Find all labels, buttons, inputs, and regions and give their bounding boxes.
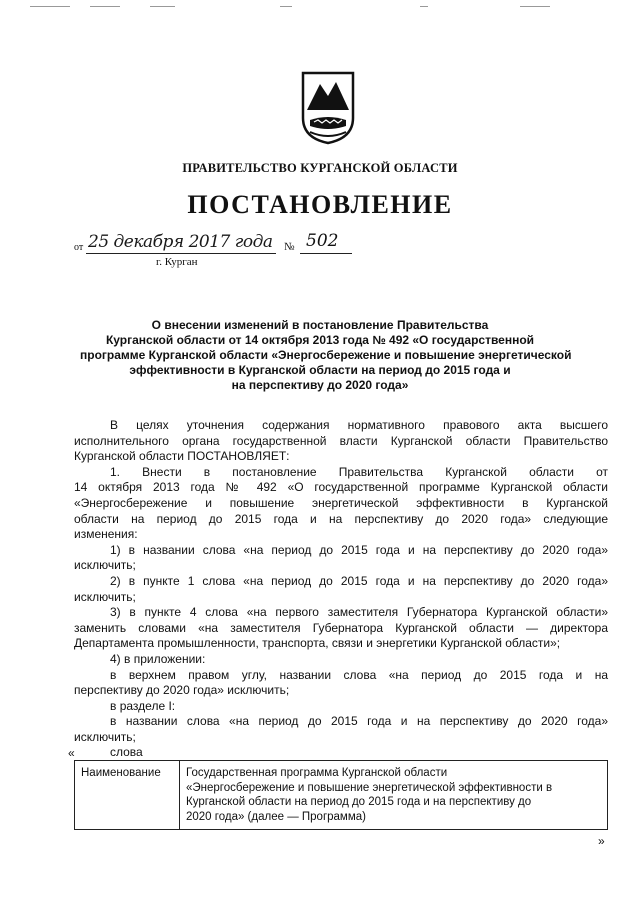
body-line: исключить; xyxy=(74,558,136,573)
body-line: 1. Внести в постановление Правительства Курганской области от xyxy=(110,464,608,479)
dateline xyxy=(74,231,374,274)
body-line: исключить; xyxy=(74,729,136,744)
subject-line: Курганской области от 14 октября 2013 года № 492 «О государственной xyxy=(105,333,535,347)
document-title: ПОСТАНОВЛЕНИЕ xyxy=(187,190,453,219)
table-value-line: Курганской области на период до 2015 года и на перспективу до xyxy=(186,796,532,808)
subject-line: на перспективу до 2020 года» xyxy=(231,378,409,392)
body-line: 4) в приложении: xyxy=(110,651,206,666)
body-line: «Энергосбережение и повышение энергетической эффективности в Курганской xyxy=(74,495,608,510)
table-cell-name: Наименование xyxy=(75,761,180,830)
coat-of-arms-icon xyxy=(300,70,356,146)
body-line: 2) в пункте 1 слова «на период до 2015 года и на перспективу до 2020 года» xyxy=(110,573,608,588)
table-cell-value xyxy=(180,761,608,830)
subject-line: программе Курганской области «Энергосбережение и повышение энергетической xyxy=(80,348,572,362)
body-line: в верхнем правом углу, названии слова «на период до 2015 года и на xyxy=(110,667,608,682)
quote-close-mark: » xyxy=(598,834,605,848)
table-row xyxy=(75,761,608,830)
body-line: исполнительного органа государственной власти Курганской области Правительство xyxy=(74,433,608,448)
quote-open-mark: « xyxy=(68,746,75,760)
government-name: ПРАВИТЕЛЬСТВО КУРГАНСКОЙ ОБЛАСТИ xyxy=(182,161,458,175)
body-line: Курганской области ПОСТАНОВЛЯЕТ: xyxy=(74,449,290,464)
handwritten-date: 25 декабря 2017 года xyxy=(88,232,273,252)
number-label: № xyxy=(284,241,295,253)
body-line: заменить словами «на заместителя Губернатора Курганской области — директора xyxy=(74,620,608,635)
body-line: в названии слова «на период до 2015 года и на перспективу до 2020 года» xyxy=(110,714,608,729)
program-table xyxy=(74,760,608,830)
body-line: В целях уточнения содержания нормативного правового акта высшего xyxy=(110,418,608,432)
subject-line: О внесении изменений в постановление Правительства xyxy=(151,318,489,332)
document-body xyxy=(74,418,608,761)
body-line: 1) в названии слова «на период до 2015 года и на перспективу до 2020 года» xyxy=(110,542,608,557)
city-label: г. Курган xyxy=(156,256,198,268)
table-value-line: «Энергосбережение и повышение энергетической эффективности в xyxy=(186,781,553,794)
table-value-line: Государственная программа Курганской области xyxy=(186,767,448,779)
date-underline xyxy=(86,253,276,254)
body-line: Департамента промышленности, транспорта, связи и энергетики Курганской области»; xyxy=(74,636,561,651)
body-line: 14 октября 2013 года № 492 «О государственной программе Курганской области xyxy=(74,480,608,495)
number-underline xyxy=(300,253,352,254)
document-subject xyxy=(80,318,572,393)
body-line: изменения: xyxy=(74,527,138,542)
body-line: исключить; xyxy=(74,589,136,604)
table-value-line: 2020 года» (далее — Программа) xyxy=(186,810,366,823)
subject-line: эффективности в Курганской области на период до 2015 года и xyxy=(129,363,511,377)
body-line: 3) в пункте 4 слова «на первого заместителя Губернатора Курганской области» xyxy=(110,605,608,620)
scan-artifacts xyxy=(30,4,550,10)
handwritten-number: 502 xyxy=(306,231,339,251)
body-line: перспективу до 2020 года» исключить; xyxy=(74,683,290,698)
body-line: в разделе I: xyxy=(110,698,176,713)
body-line: слова xyxy=(110,745,143,760)
date-from-label: от xyxy=(74,242,84,253)
body-line: области на период до 2015 года и на перспективу до 2020 года» следующие xyxy=(74,511,608,526)
